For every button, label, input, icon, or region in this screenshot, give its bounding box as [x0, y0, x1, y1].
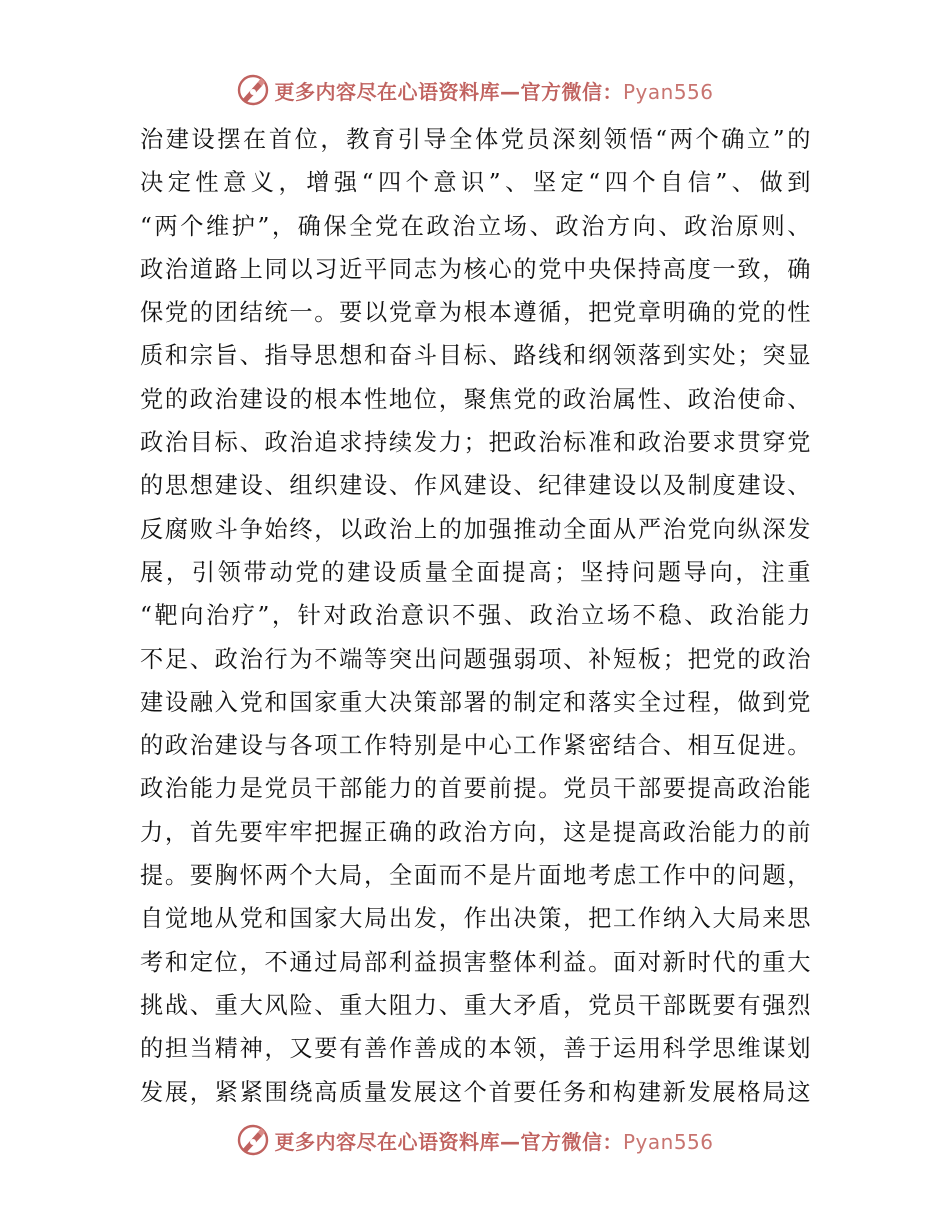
text-line: 挑战、重大风险、重大阻力、重大矛盾，党员干部既要有强烈 — [140, 991, 812, 1019]
watermark-text: 更多内容尽在心语资料库—官方微信：Pyan556 — [274, 79, 714, 104]
text-line: 反腐败斗争始终，以政治上的加强推动全面从严治党向纵深发 — [140, 515, 812, 543]
text-line: 不足、政治行为不端等突出问题强弱项、补短板；把党的政治 — [140, 645, 812, 673]
text-line: 决定性意义，增强“四个意识”、坚定“四个自信”、做到 — [140, 169, 812, 197]
text-line: 政治能力是党员干部能力的首要前提。党员干部要提高政治能 — [140, 775, 812, 803]
text-line: 提。要胸怀两个大局，全面而不是片面地考虑工作中的问题， — [140, 862, 812, 890]
text-line: 质和宗旨、指导思想和奋斗目标、路线和纲领落到实处；突显 — [140, 342, 812, 370]
text-line: 的思想建设、组织建设、作风建设、纪律建设以及制度建设、 — [140, 472, 812, 500]
wechat-id: Pyan556 — [622, 1129, 714, 1154]
document-body — [140, 118, 812, 1114]
wechat-id: Pyan556 — [622, 79, 714, 104]
text-line: 政治道路上同以习近平同志为核心的党中央保持高度一致，确 — [140, 255, 812, 283]
watermark-text: 更多内容尽在心语资料库—官方微信：Pyan556 — [274, 1129, 714, 1154]
text-line: 发展，紧紧围绕高质量发展这个首要任务和构建新发展格局这 — [140, 1078, 812, 1106]
text-line: 自觉地从党和国家大局出发，作出决策，把工作纳入大局来思 — [140, 905, 812, 933]
text-line: 治建设摆在首位，教育引导全体党员深刻领悟“两个确立”的 — [140, 126, 812, 153]
pen-logo-icon — [236, 73, 270, 107]
text-line: 政治目标、政治追求持续发力；把政治标准和政治要求贯穿党 — [140, 429, 812, 457]
text-line: 建设融入党和国家重大决策部署的制定和落实全过程，做到党 — [140, 688, 812, 716]
header-watermark — [0, 70, 950, 110]
text-line: 的政治建设与各项工作特别是中心工作紧密结合、相互促进。 — [140, 732, 812, 760]
text-line: 党的政治建设的根本性地位，聚焦党的政治属性、政治使命、 — [140, 385, 812, 413]
text-line: 力，首先要牢牢把握正确的政治方向，这是提高政治能力的前 — [140, 818, 812, 846]
text-line: “两个维护”，确保全党在政治立场、政治方向、政治原则、 — [140, 212, 812, 240]
pen-logo-icon — [236, 1123, 270, 1157]
text-line: “靶向治疗”，针对政治意识不强、政治立场不稳、政治能力 — [140, 602, 812, 630]
text-line: 展，引领带动党的建设质量全面提高；坚持问题导向，注重 — [140, 558, 812, 586]
footer-watermark — [0, 1120, 950, 1160]
text-line: 的担当精神，又要有善作善成的本领，善于运用科学思维谋划 — [140, 1035, 812, 1063]
text-line: 保党的团结统一。要以党章为根本遵循，把党章明确的党的性 — [140, 299, 812, 327]
text-line: 考和定位，不通过局部利益损害整体利益。面对新时代的重大 — [140, 948, 812, 976]
